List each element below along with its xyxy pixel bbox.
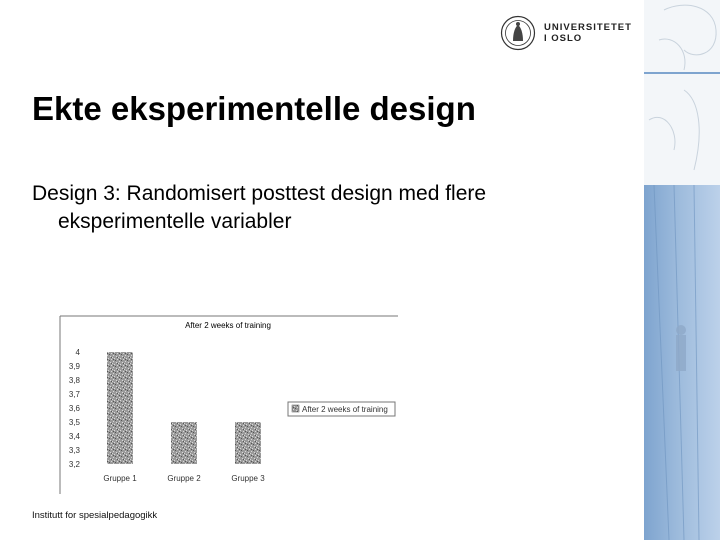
legend-label: After 2 weeks of training [302,405,388,414]
chart-title: After 2 weeks of training [185,321,271,330]
y-tick-label: 3,3 [68,446,80,455]
x-tick-label: Gruppe 1 [103,474,137,483]
slide-title: Ekte eksperimentelle design [32,90,476,127]
footer-institute: Institutt for spesialpedagogikk [32,510,158,521]
decorative-side-band [644,0,720,540]
decorative-blue-panel [644,185,720,540]
figure-silhouette-icon [644,185,720,540]
statue-sketch-icon [644,0,720,185]
university-logo [500,14,632,52]
bar [235,422,261,464]
y-axis [69,348,81,469]
bar-chart-svg [58,312,400,496]
subtitle-line-2: eksperimentelle variabler [58,210,292,233]
bar [171,422,197,464]
slide-subtitle [32,180,612,236]
x-tick-label: Gruppe 2 [167,474,201,483]
university-name-line1: UNIVERSITETET [544,22,632,33]
decorative-statue-area [644,0,720,185]
legend [288,402,395,416]
y-tick-label: 3,9 [68,362,80,371]
bar-chart [58,312,400,496]
legend-swatch [292,405,299,412]
subtitle-line-1: Design 3: Randomisert posttest design med flere [32,182,487,205]
y-tick-label: 3,8 [68,376,80,385]
university-seal-icon [500,15,536,51]
y-tick-label: 3,2 [68,460,80,469]
y-tick-label: 3,5 [68,418,80,427]
x-tick-label: Gruppe 3 [231,474,265,483]
university-name-line2: I OSLO [544,33,583,44]
bar [107,352,133,464]
x-axis [103,474,265,483]
y-tick-label: 3,6 [68,404,80,413]
decorative-rule [644,72,720,74]
university-name [544,22,632,44]
y-tick-label: 3,7 [68,390,80,399]
y-tick-label: 4 [75,348,80,357]
y-tick-label: 3,4 [68,432,80,441]
